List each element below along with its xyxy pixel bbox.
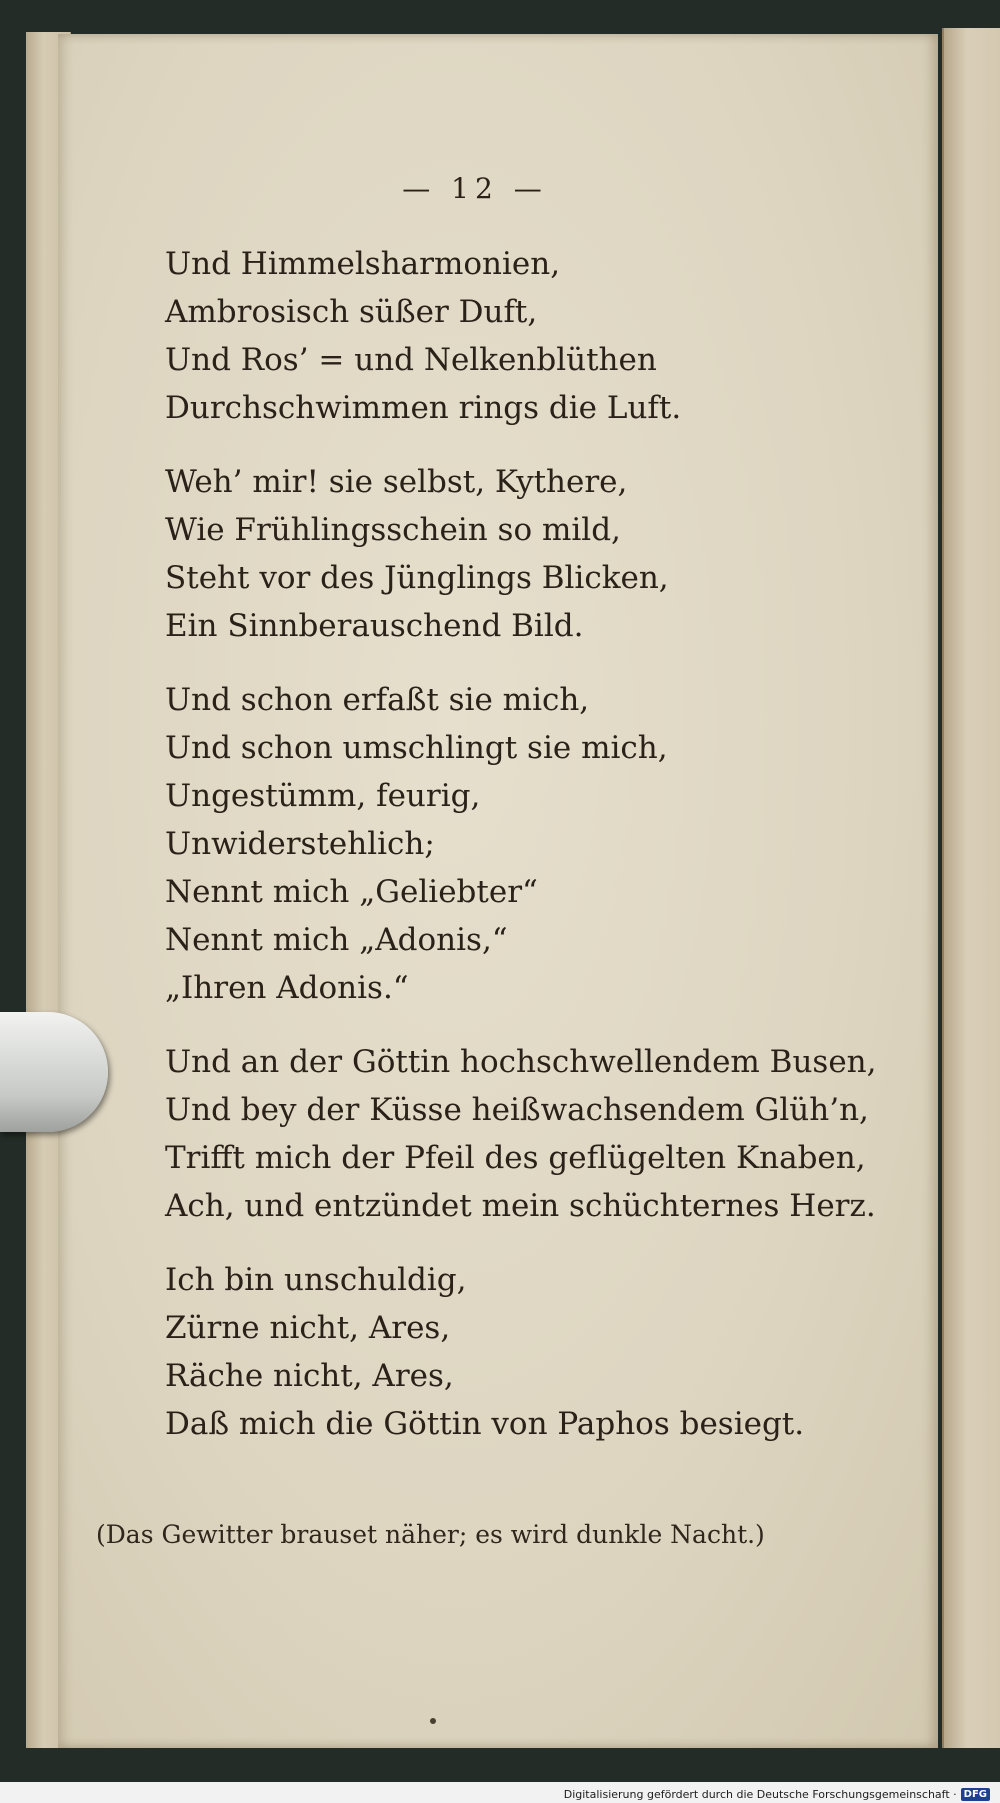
poem-line: Steht vor des Jünglings Blicken, [165, 560, 669, 596]
poem-line: Wie Frühlingsschein so mild, [165, 512, 621, 548]
poem-text [165, 240, 877, 1474]
poem-line: Ach, und entzündet mein schüchternes Herz. [165, 1188, 876, 1224]
page-dot [430, 1718, 436, 1724]
poem-line: Und schon erfaßt sie mich, [165, 682, 590, 718]
poem-line: Und bey der Küsse heißwachsendem Glüh’n, [165, 1092, 869, 1128]
stanza [165, 676, 865, 1012]
stanza [165, 458, 865, 650]
poem-line: Unwiderstehlich; [165, 826, 435, 862]
poem-line: Durchschwimmen rings die Luft. [165, 390, 682, 426]
poem-line: Ein Sinnberauschend Bild. [165, 608, 584, 644]
poem-line: Und schon umschlingt sie mich, [165, 730, 668, 766]
poem-line: Und Himmelsharmonien, [165, 246, 561, 282]
poem-line: Daß mich die Göttin von Paphos besiegt. [165, 1406, 805, 1442]
footer-credit [564, 1785, 990, 1803]
footer-credit-text: Digitalisierung gefördert durch die Deutsche Forschungsgemeinschaft · [563, 1787, 957, 1801]
poem-line: Zürne nicht, Ares, [165, 1310, 451, 1346]
stage-direction: (Das Gewitter brauset näher; es wird dunkle Nacht.) [96, 1520, 765, 1549]
page-number: — 12 — [402, 172, 548, 205]
poem-line: „Ihren Adonis.“ [165, 970, 409, 1006]
poem-line: Ambrosisch süßer Duft, [165, 294, 538, 330]
poem-line: Nennt mich „Adonis,“ [165, 922, 508, 958]
stanza [165, 240, 865, 432]
poem-line: Trifft mich der Pfeil des geflügelten Knaben, [165, 1140, 866, 1176]
stanza [165, 1256, 865, 1448]
poem-line: Räche nicht, Ares, [165, 1358, 454, 1394]
poem-line: Nennt mich „Geliebter“ [165, 874, 538, 910]
poem-line: Weh’ mir! sie selbst, Kythere, [165, 464, 628, 500]
poem-line: Ungestümm, feurig, [165, 778, 481, 814]
dfg-logo-icon: DFG [961, 1788, 990, 1801]
poem-line: Und an der Göttin hochschwellendem Busen, [165, 1044, 877, 1080]
poem-line: Und Ros’ = und Nelkenblüthen [165, 342, 657, 378]
poem-line: Ich bin unschuldig, [165, 1262, 467, 1298]
stanza [165, 1038, 877, 1230]
next-page-edge [942, 28, 1000, 1748]
